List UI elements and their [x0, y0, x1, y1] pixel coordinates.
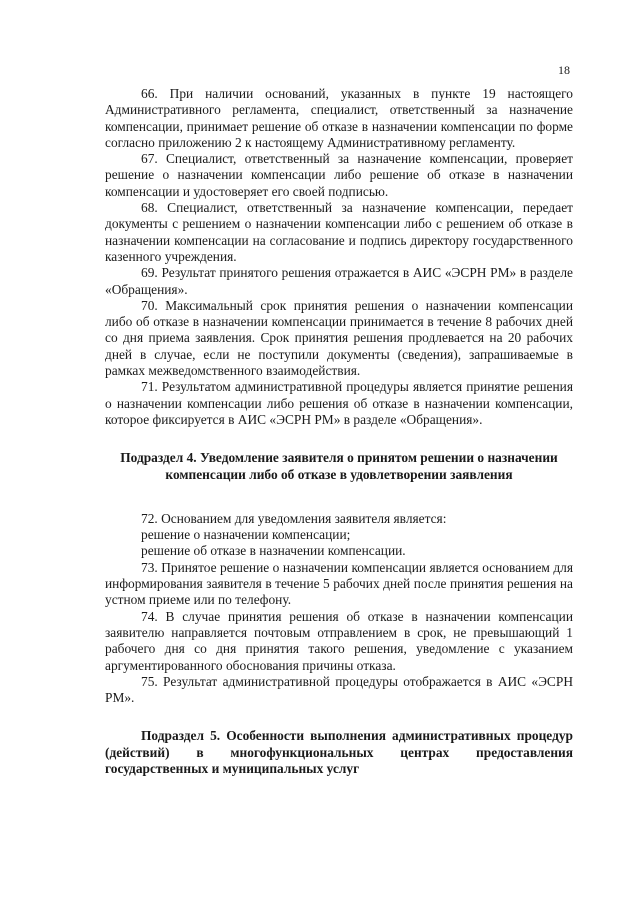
paragraph-66: 66. При наличии оснований, указанных в пункте 19 настоящего Административного регламента, специалист, ответственный за назначение компенсации, принимает решение об отказе в назначении компенсации по форме согласно приложению 2 к настоящему Административному регламенту. — [105, 86, 573, 150]
document-body — [105, 86, 573, 777]
paragraph-70: 70. Максимальный срок принятия решения о назначении компенсации либо об отказе в назначении компенсации принимается в течение 8 рабочих дней со дня приема заявления. Срок принятия решения продлевается на 20 рабочих дней в случае, если не поступили документы (сведения), запрашиваемые в рамках межведомственного взаимодействия. — [105, 297, 573, 379]
paragraph-69: 69. Результат принятого решения отражается в АИС «ЭСРН РМ» в разделе «Обращения». — [105, 265, 573, 297]
paragraph-73: 73. Принятое решение о назначении компенсации является основанием для информирования заявителя в течение 5 рабочих дней после принятия решения на устном приеме или по телефону. — [105, 559, 573, 608]
page-number: 18 — [558, 63, 570, 77]
subsection-4-heading: Подраздел 4. Уведомление заявителя о принятом решении о назначении компенсации либо об отказе в удовлетворении заявления — [120, 450, 558, 482]
paragraph-68: 68. Специалист, ответственный за назначение компенсации, передает документы с решением о назначении компенсации либо с решением об отказе в назначении компенсации на согласование и подпись директору государственного казенного учреждения. — [105, 200, 573, 264]
paragraph-72: 72. Основанием для уведомления заявителя является: — [141, 510, 447, 526]
paragraph-74: 74. В случае принятия решения об отказе в назначении компенсации заявителю направляется почтовым отправлением в срок, не превышающий 1 рабочего дня со дня принятия такого решения, уведомление с указанием аргументированного обоснования причины отказа. — [105, 608, 573, 673]
subsection-5-heading: Подраздел 5. Особенности выполнения административных процедур (действий) в многофункциональных центрах предоставления государственных и муниципальных услуг — [105, 728, 573, 776]
paragraph-67: 67. Специалист, ответственный за назначение компенсации, проверяет решение о назначении компенсации либо решение об отказе в назначении компенсации и удостоверяет его своей подписью. — [105, 151, 573, 199]
paragraph-72-item-2: решение об отказе в назначении компенсации. — [141, 543, 406, 559]
paragraph-75: 75. Результат административной процедуры отображается в АИС «ЭСРН РМ». — [105, 673, 573, 706]
spacer — [105, 483, 573, 511]
paragraph-71: 71. Результатом административной процедуры является принятие решения о назначении компенсации либо решения об отказе в назначении компенсации, которое фиксируется в АИС «ЭСРН РМ» в разделе «Обращения». — [105, 379, 573, 427]
spacer — [105, 706, 573, 728]
spacer — [105, 428, 573, 450]
paragraph-72-item-1: решение о назначении компенсации; — [141, 527, 351, 543]
